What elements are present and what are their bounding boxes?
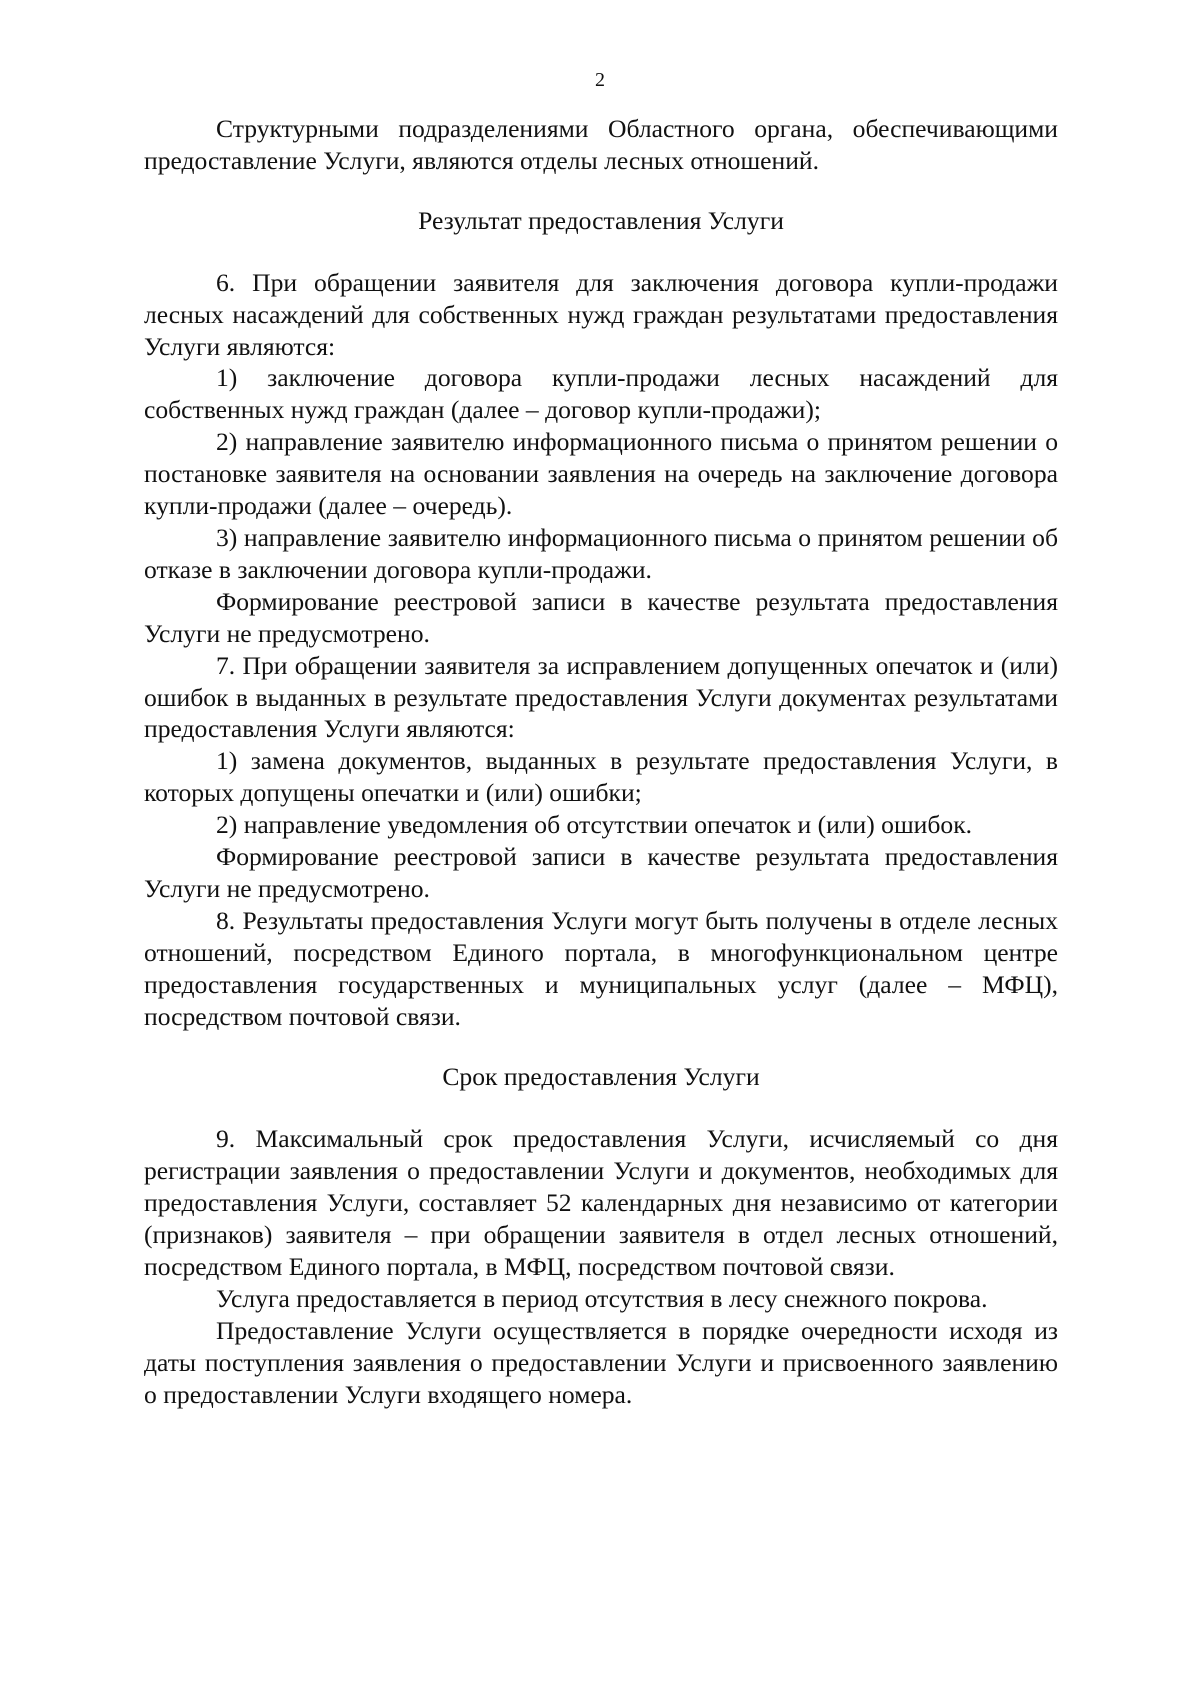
paragraph: Структурными подразделениями Областного органа, обеспечивающими предоставление Услуги, являются отделы лесных отношений. (144, 114, 1058, 175)
list-item: 2) направление уведомления об отсутствии опечаток и (или) ошибок. (216, 810, 973, 840)
paragraph: 8. Результаты предоставления Услуги могут быть получены в отделе лесных отношений, посредством Единого портала, в многофункциональном центре предоставления государственных и муниципальных услуг (далее – МФЦ), посредством почтовой связи. (144, 905, 1058, 1031)
list-item: 3) направление заявителю информационного письма о принятом решении об отказе в заключении договора купли-продажи. (144, 522, 1058, 584)
section-heading-result: Результат предоставления Услуги (418, 205, 784, 235)
list-item: 1) замена документов, выданных в результате предоставления Услуги, в которых допущены опечатки и (или) ошибки; (144, 746, 1058, 808)
paragraph: Предоставление Услуги осуществляется в порядке очередности исходя из даты поступления заявления о предоставлении Услуги и присвоенного заявлению о предоставлении Услуги входящего номера. (144, 1315, 1058, 1409)
section-heading-term: Срок предоставления Услуги (442, 1062, 760, 1092)
paragraph: Формирование реестровой записи в качестве результата предоставления Услуги не предусмотрено. (144, 586, 1058, 648)
document-body (144, 113, 1058, 1411)
list-item: 2) направление заявителю информационного письма о принятом решении о постановке заявителя на основании заявления на очередь на заключение договора купли-продажи (далее – очередь). (144, 427, 1058, 521)
paragraph: 9. Максимальный срок предоставления Услуги, исчисляемый со дня регистрации заявления о предоставлении Услуги и документов, необходимых для предоставления Услуги, составляет 52 календарных дня независимо от категории (признаков) заявителя – при обращении заявителя в отдел лесных отношений, посредством Единого портала, в МФЦ, посредством почтовой связи. (144, 1124, 1058, 1281)
list-item: 1) заключение договора купли-продажи лесных насаждений для собственных нужд граждан (далее – договор купли-продажи); (144, 363, 1058, 425)
paragraph: 6. При обращении заявителя для заключения договора купли-продажи лесных насаждений для собственных нужд граждан результатами предоставления Услуги являются: (144, 267, 1058, 361)
paragraph: 7. При обращении заявителя за исправлением допущенных опечаток и (или) ошибок в выданных в результате предоставления Услуги документах результатами предоставления Услуги являются: (144, 650, 1058, 744)
paragraph: Формирование реестровой записи в качестве результата предоставления Услуги не предусмотрено. (144, 842, 1058, 903)
paragraph: Услуга предоставляется в период отсутствия в лесу снежного покрова. (216, 1283, 988, 1313)
page-number: 2 (595, 69, 605, 91)
